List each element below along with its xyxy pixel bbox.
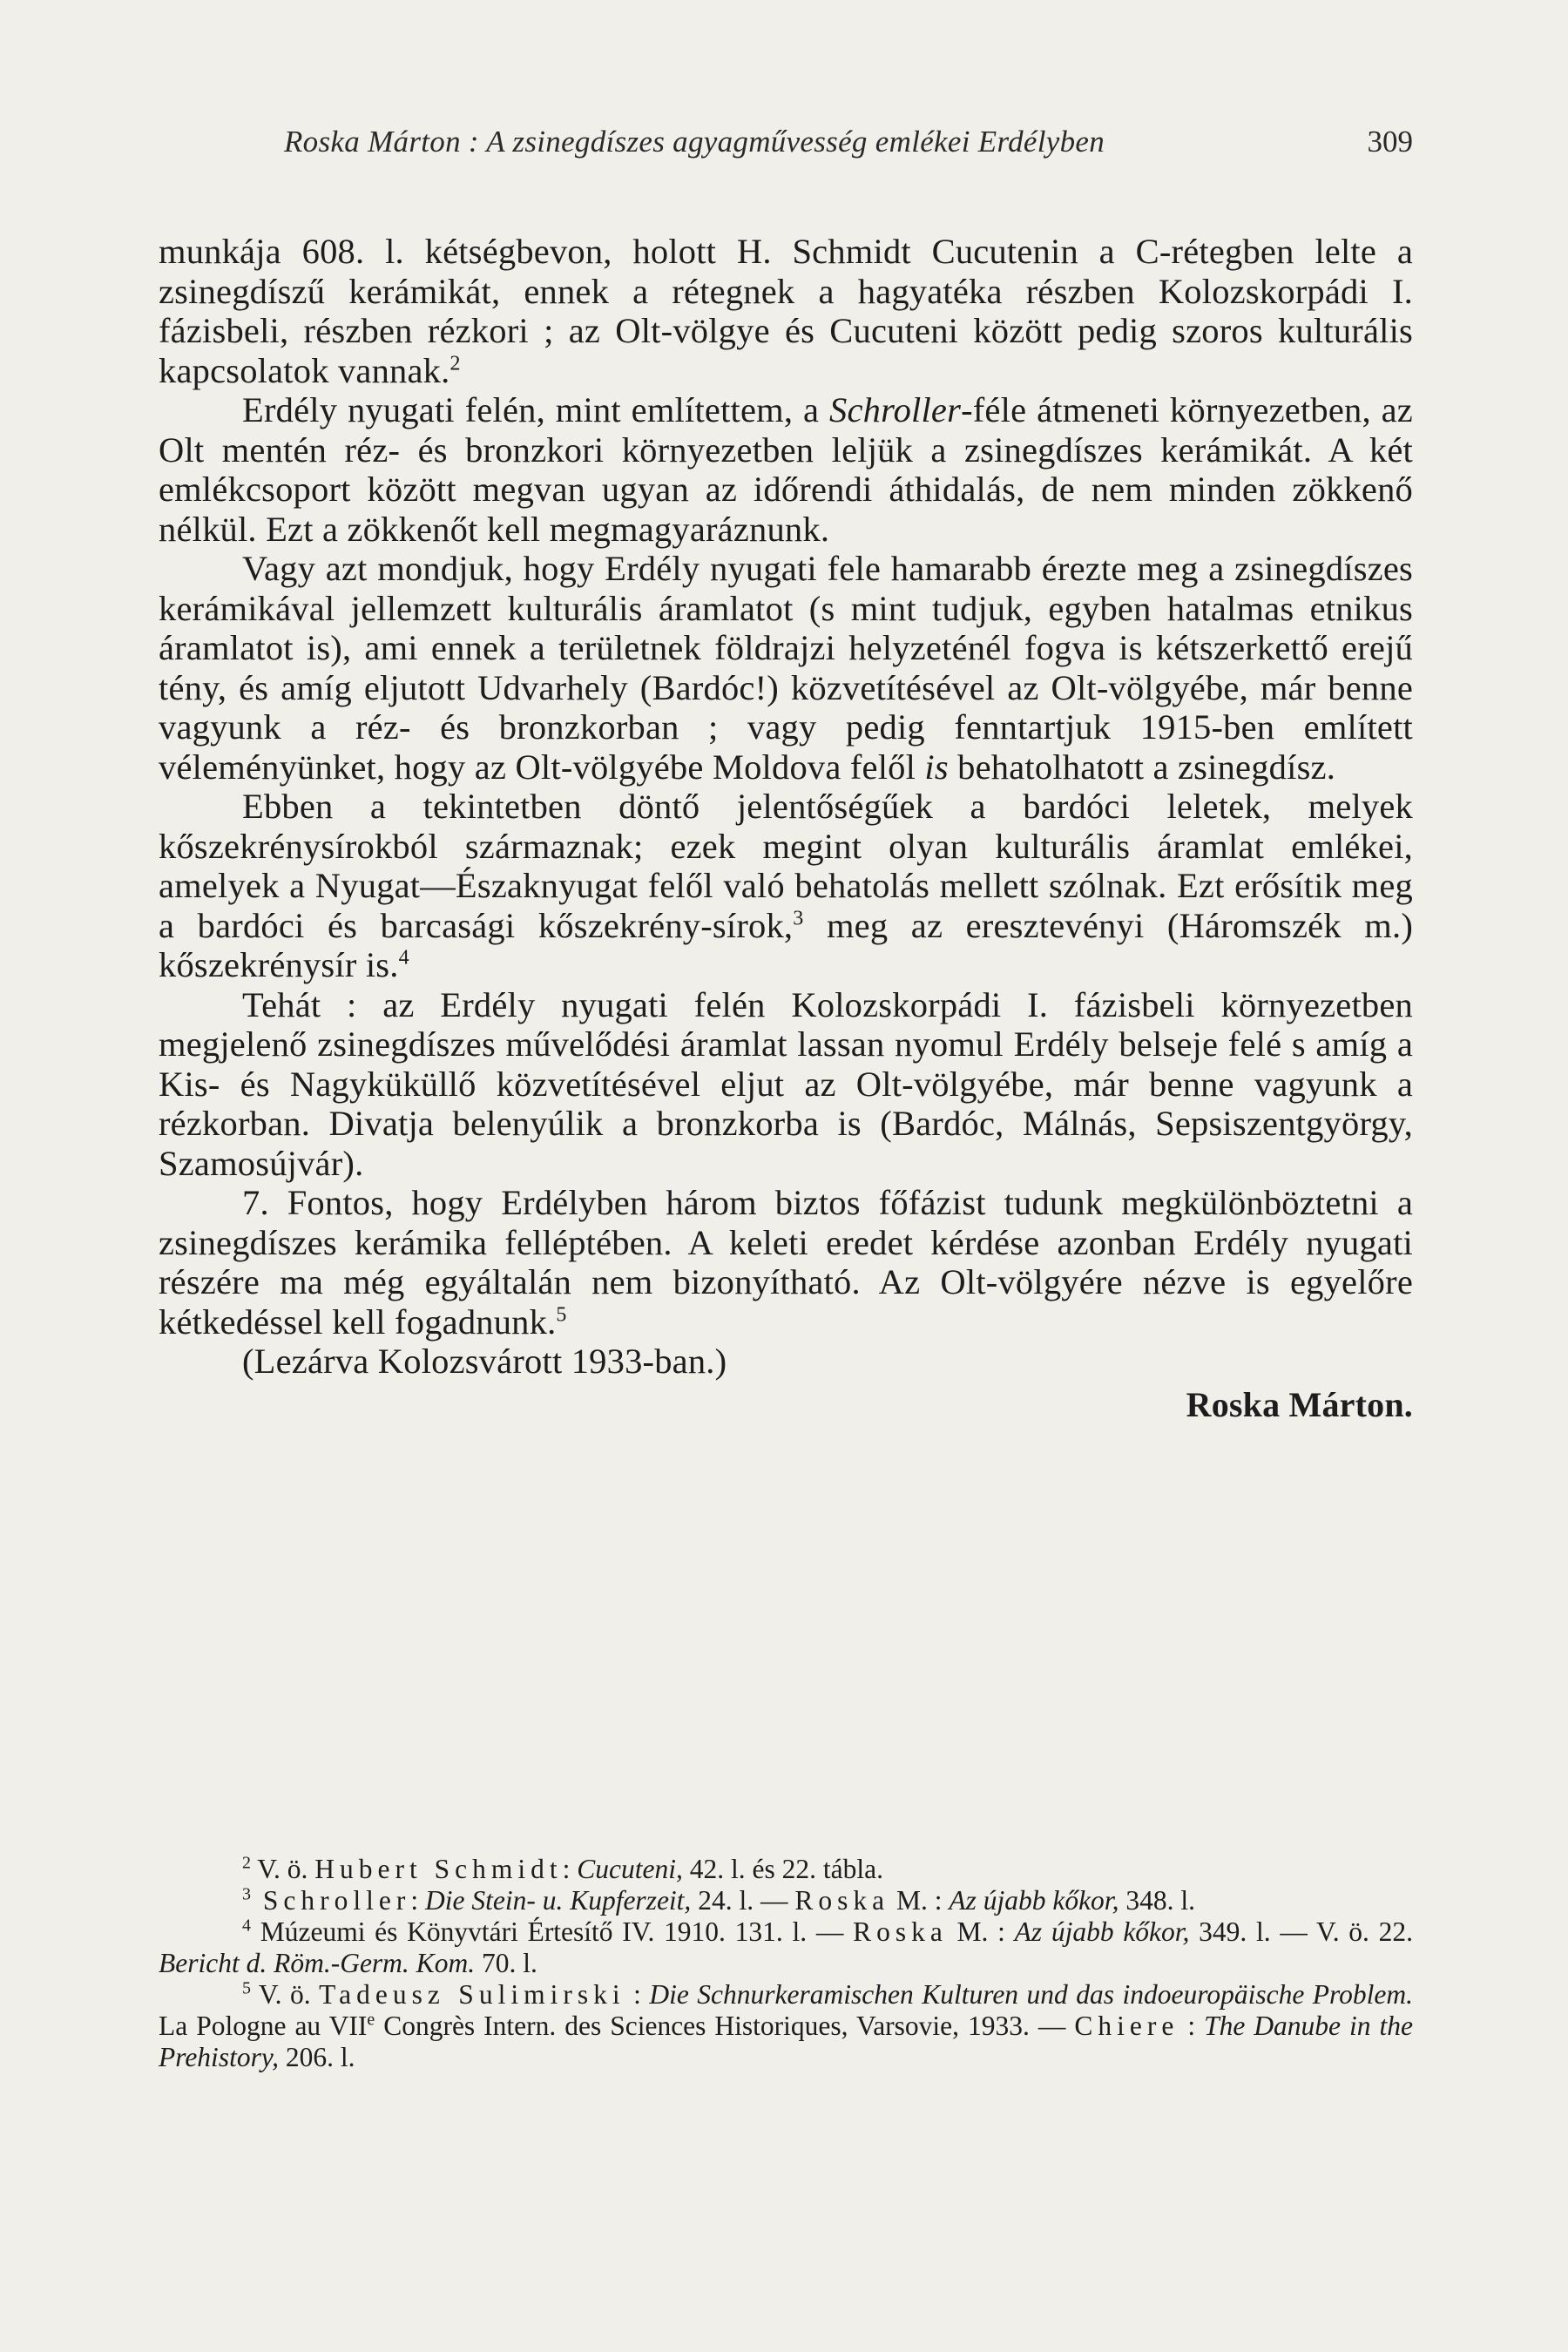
- author-signature: Roska Márton.: [1186, 1384, 1413, 1424]
- footnotes: [159, 1854, 1413, 2073]
- paragraph-3: [159, 549, 1413, 787]
- footnote-title: Az újabb kőkor,: [1014, 1916, 1190, 1947]
- footnote-mark: 5: [242, 1978, 251, 1998]
- footnote-text: Congrès Intern. des Sciences Historiques, Varsovie, 1933. —: [375, 2011, 1075, 2041]
- footnote-title: Bericht d. Röm.-Germ. Kom.: [159, 1948, 476, 1978]
- main-text: [159, 232, 1413, 1424]
- paragraph-3-text-a: Vagy azt mondjuk, hogy Erdély nyugati fele hamarabb érezte meg a zsinegdíszes kerámikával jellemzett kulturális áramlatot (s mint tudjuk, egyben hatalmas etnikus áramlatot is), ami ennek a területnek földrajzi helyzeténél fogva is kétszerkettő erejű tény, és amíg eljutott Udvarhely (Bardóc!) közvetítésével az Olt-völgyébe, már benne vagyunk a réz- és bronzkorban ; vagy pedig fenntartjuk 1915-ben említett véleményünket, hogy az Olt-völgyébe Moldova felől: [159, 549, 1413, 787]
- footnote-2: [159, 1854, 1413, 1885]
- footnote-text: 70. l.: [475, 1948, 537, 1978]
- footnote-title: Az újabb kőkor,: [949, 1885, 1119, 1916]
- page-number: 309: [1367, 125, 1413, 159]
- footnote-mark: 4: [242, 1916, 251, 1936]
- footnote-text: :: [562, 1854, 578, 1884]
- footnote-mark: 3: [242, 1884, 251, 1904]
- paragraph-5-text: Tehát : az Erdély nyugati felén Kolozskorpádi I. fázisbeli környezetben megjelenő zsinegdíszes művelődési áramlat lassan nyomul Erdély belseje felé s amíg a Kis- és Nagyküküllő közvetítésével eljut az Olt-völgyébe, már benne vagyunk a rézkorban. Divatja belenyúlik a bronzkorba is (Bardóc, Málnás, Sepsiszentgyörgy, Szamosújvár).: [159, 984, 1413, 1183]
- paragraph-1-text: munkája 608. l. kétségbevon, holott H. Schmidt Cucutenin a C-rétegben lelte a zsinegdíszű kerámikát, ennek a rétegnek a hagyatéka részben Kolozskorpádi I. fázisbeli, részben rézkori ; az Olt-völgye és Cucuteni között pedig szoros kulturális kapcsolatok vannak.: [159, 232, 1413, 390]
- paragraph-1: [159, 232, 1413, 390]
- footnote-text: :: [625, 1979, 650, 2010]
- paragraph-2-text-b: -féle átmeneti környezetben, az Olt mentén réz- és bronzkori környezetben leljük a zsinegdíszes kerámikát. A két emlékcsoport között megvan ugyan az időrendi áthidalás, de nem minden zökkenő nélkül. Ezt a zökkenőt kell megmagyaráznunk.: [159, 390, 1413, 549]
- footnote-5: [159, 1979, 1413, 2073]
- paragraph-2-name: Schroller: [829, 390, 962, 429]
- footnote-author: Roska: [794, 1885, 890, 1916]
- footnote-author: Chiere: [1074, 2011, 1179, 2041]
- footnote-author: Hubert Schmidt: [314, 1854, 563, 1884]
- footnote-text: La Pologne au VII: [159, 2011, 368, 2041]
- paragraph-2: [159, 390, 1413, 549]
- running-title: Roska Márton : A zsinegdíszes agyagművesség emlékei Erdélyben: [284, 125, 1105, 159]
- footnote-text: Múzeumi és Könyvtári Értesítő IV. 1910. 131. l. —: [251, 1916, 854, 1947]
- footnote-4: [159, 1916, 1413, 1979]
- footnote-ref-2: 2: [449, 352, 461, 375]
- paragraph-6-text: 7. Fontos, hogy Erdélyben három biztos főfázist tudunk megkülönböztetni a zsinegdíszes kerámika felléptében. A keleti eredet kérdése azonban Erdély nyugati részére ma még egyáltalán nem bizonyítható. Az Olt-völgyére nézve is egyelőre kétkedéssel kell fogadnunk.: [159, 1183, 1413, 1342]
- footnote-text: V. ö.: [251, 1854, 315, 1884]
- paragraph-6: [159, 1183, 1413, 1342]
- paragraph-5: [159, 985, 1413, 1184]
- footnote-title: Cucuteni,: [577, 1854, 683, 1884]
- footnote-text: 348. l.: [1119, 1885, 1195, 1916]
- footnote-author: Schroller: [251, 1885, 411, 1916]
- footnote-text: M. :: [947, 1916, 1015, 1947]
- footnote-mark: 2: [242, 1853, 251, 1873]
- footnote-text: :: [410, 1885, 425, 1916]
- footnote-text: V. ö.: [251, 1979, 320, 2010]
- footnote-3: [159, 1885, 1413, 1916]
- footnote-ref-5: 5: [556, 1303, 567, 1326]
- running-header: [284, 122, 1413, 162]
- footnote-ref-4: 4: [398, 946, 409, 970]
- paragraph-2-text-a: Erdély nyugati felén, mint említettem, a: [242, 390, 830, 429]
- paragraph-3-italic: is: [924, 747, 949, 787]
- footnote-author: Roska: [853, 1916, 948, 1947]
- footnote-title: The Danube in the Prehistory,: [159, 2011, 1413, 2072]
- closing-note: (Lezárva Kolozsvárott 1933-ban.): [242, 1342, 727, 1381]
- paragraph-3-text-b: behatolhatott a zsinegdísz.: [948, 747, 1336, 787]
- footnote-text: M. :: [889, 1885, 950, 1916]
- footnote-author: Tadeusz Sulimirski: [319, 1979, 625, 2010]
- footnote-title: Die Stein- u. Kupferzeit,: [424, 1885, 692, 1916]
- footnote-superscript: e: [367, 2010, 375, 2030]
- footnote-text: 349. l. — V. ö. 22.: [1189, 1916, 1414, 1947]
- footnote-text: 24. l. —: [691, 1885, 795, 1916]
- footnote-text: 206. l.: [278, 2042, 355, 2072]
- paragraph-4-text-a: Ebben a tekintetben döntő jelentőségűek a bardóci leletek, melyek kőszekrénysírokból származnak; ezek megint olyan kulturális áramlat emlékei, amelyek a Nyugat—Északnyugat felől való behatolás mellett szólnak. Ezt erősítik meg a bardóci és barcasági kőszekrény-sírok,: [159, 787, 1413, 945]
- paragraph-4-text-b: meg az eresztevényi (Háromszék m.) kőszekrénysír is.: [159, 905, 1414, 984]
- footnote-title: Die Schnurkeramischen Kulturen und das indoeuropäische Problem.: [649, 1979, 1413, 2010]
- footnote-text: 42. l. és 22. tábla.: [682, 1854, 883, 1884]
- footnote-ref-3: 3: [793, 907, 804, 929]
- footnote-text: :: [1179, 2011, 1205, 2041]
- paragraph-4: [159, 787, 1413, 985]
